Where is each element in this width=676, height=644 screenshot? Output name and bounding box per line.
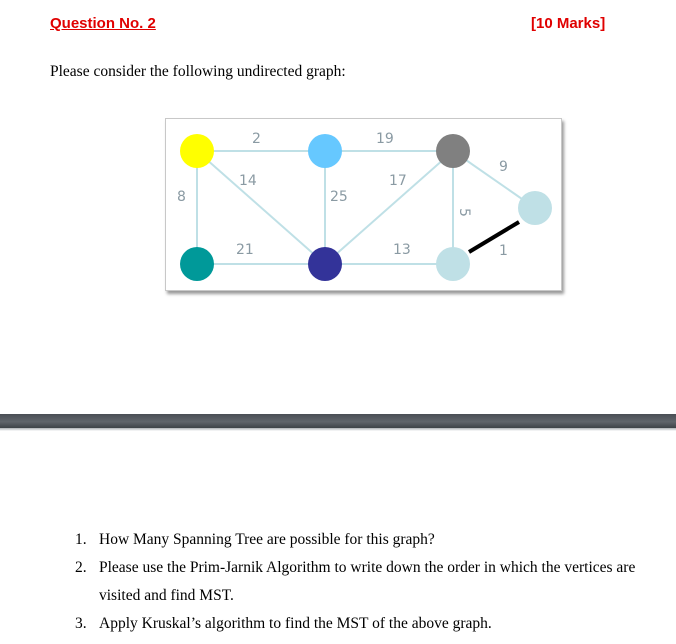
question-text: visited and find MST. bbox=[99, 587, 234, 604]
section-divider bbox=[0, 414, 676, 428]
weight-label-14: 14 bbox=[239, 173, 257, 189]
weight-label-13: 13 bbox=[393, 242, 411, 258]
edge-navy-gray bbox=[325, 151, 453, 264]
question-item bbox=[0, 610, 676, 638]
weight-label-21: 21 bbox=[236, 242, 254, 258]
question-item bbox=[0, 526, 676, 554]
vertex-pale bbox=[436, 247, 470, 281]
question-text: How Many Spanning Tree are possible for this graph? bbox=[99, 531, 435, 548]
weight-label-8: 8 bbox=[177, 189, 186, 205]
graph-figure bbox=[165, 118, 562, 291]
weight-label-17: 17 bbox=[389, 173, 407, 189]
weight-label-25: 25 bbox=[330, 189, 348, 205]
section-divider-shadow bbox=[0, 428, 676, 431]
edge-pale-paleright bbox=[469, 222, 519, 252]
edge-yellow-navy bbox=[197, 151, 325, 264]
question-text: Apply Kruskal’s algorithm to find the MST of the above graph. bbox=[99, 615, 492, 632]
vertex-navy bbox=[308, 247, 342, 281]
question-marks: [10 Marks] bbox=[531, 15, 606, 32]
vertex-gray bbox=[436, 134, 470, 168]
intro-text: Please consider the following undirected graph: bbox=[50, 63, 346, 80]
question-item bbox=[0, 554, 676, 582]
weight-label-19: 19 bbox=[376, 131, 394, 147]
question-number: 3. bbox=[75, 615, 87, 632]
vertex-teal bbox=[180, 247, 214, 281]
question-number: 2. bbox=[75, 559, 87, 576]
graph-svg bbox=[166, 119, 561, 290]
vertex-yellow bbox=[180, 134, 214, 168]
question-text: Please use the Prim-Jarnik Algorithm to write down the order in which the vertices are bbox=[99, 559, 636, 576]
weight-label-5: 5 bbox=[456, 208, 472, 217]
question-item-continuation bbox=[0, 582, 676, 610]
question-list bbox=[0, 526, 676, 638]
vertex-lightblue bbox=[308, 134, 342, 168]
question-number: 1. bbox=[75, 531, 87, 548]
weight-label-9: 9 bbox=[499, 159, 508, 175]
weight-label-2: 2 bbox=[252, 131, 261, 147]
question-title: Question No. 2 bbox=[50, 15, 156, 32]
vertex-pale-right bbox=[518, 191, 552, 225]
weight-label-1: 1 bbox=[499, 243, 508, 259]
